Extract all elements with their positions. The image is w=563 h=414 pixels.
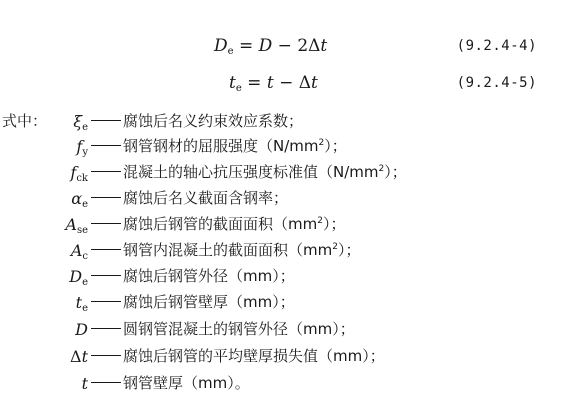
definition-text: 腐蚀后名义约束效应系数；: [90, 110, 303, 133]
definition-row: [0, 372, 563, 395]
definition-row: [0, 239, 563, 262]
definition-text: 圆钢管混凝土的钢管外径（mm）；: [90, 318, 355, 341]
equation-number: (9.2.4-5): [456, 75, 537, 91]
equation-formula: $D_e = D - 2\Delta t$: [214, 36, 328, 57]
definition-text: 钢管内混凝土的截面面积$(mm^2)$；: [90, 239, 360, 262]
symbol: $f_{ck}$: [70, 163, 88, 184]
em-dash: [91, 171, 121, 172]
definition-row: [0, 213, 563, 236]
definition-row: [0, 265, 563, 288]
symbol: $D_e$: [69, 267, 88, 288]
definition-text: 腐蚀后钢管的截面面积$(mm^2)$；: [90, 213, 345, 236]
definition-text: 腐蚀后钢管的平均壁厚损失值（mm）；: [90, 345, 385, 368]
em-dash: [91, 197, 121, 198]
symbol: D: [75, 320, 88, 339]
equation-row: [0, 33, 563, 59]
symbol: $\xi_e$: [73, 112, 88, 133]
em-dash: [91, 145, 121, 146]
symbol: t: [81, 374, 88, 393]
definition-row: [0, 345, 563, 368]
em-dash: [91, 275, 121, 276]
definition-row: [0, 110, 563, 133]
em-dash: [91, 355, 121, 356]
em-dash: [91, 120, 121, 121]
symbol: $t_e$: [75, 293, 88, 314]
definition-text: 腐蚀后钢管壁厚（mm）；: [90, 291, 295, 314]
where-label: 式中：: [2, 112, 48, 130]
symbol: $f_y$: [76, 137, 88, 158]
definition-text: 腐蚀后钢管外径（mm）；: [90, 265, 295, 288]
em-dash: [91, 249, 121, 250]
definition-row: [0, 187, 563, 210]
em-dash: [91, 328, 121, 329]
em-dash: [91, 382, 121, 383]
em-dash: [91, 223, 121, 224]
equation-number: (9.2.4-4): [456, 38, 537, 54]
definition-text: 钢管壁厚（mm）。: [90, 372, 250, 395]
symbol: $\alpha_e$: [71, 189, 88, 210]
definition-text: 腐蚀后名义截面含钢率；: [90, 187, 288, 210]
definition-row: [0, 318, 563, 341]
definition-row: [0, 161, 563, 184]
definition-row: [0, 291, 563, 314]
definition-text: 混凝土的轴心抗压强度标准值$(N/mm^2)$；: [90, 161, 407, 184]
em-dash: [91, 301, 121, 302]
definition-text: 钢管钢材的屈服强度$(N/mm^2)$；: [90, 135, 347, 158]
symbol: Δt: [70, 347, 88, 366]
equation-formula: $t_e = t - \Delta t$: [229, 73, 318, 94]
symbol: $A_c$: [70, 241, 88, 262]
equation-row: [0, 70, 563, 96]
definition-row: [0, 135, 563, 158]
symbol: $A_{se}$: [65, 215, 88, 236]
